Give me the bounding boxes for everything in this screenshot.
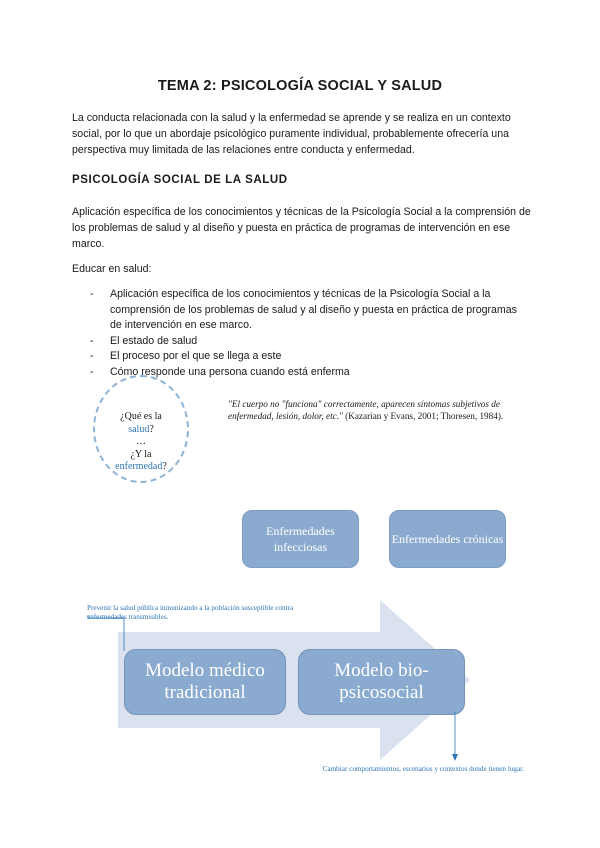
list-item: - Cómo responde una persona cuando está enferma (90, 365, 530, 381)
list-item: - El proceso por el que se llega a este (90, 349, 530, 365)
question-mark: ? (162, 461, 167, 472)
note-biopsychosocial-model: Cambiar comportamientos, escenarios y contextos donde tienen lugar. (322, 765, 524, 773)
educar-label: Educar en salud: (72, 263, 152, 275)
ellipsis: … (136, 436, 146, 447)
illness-word: enfermedad (115, 461, 163, 472)
health-word: salud (128, 423, 150, 435)
list-item: - Aplicación específica de los conocimientos y técnicas de la Psicología Social a la comprensión de los problemas de salud y al diseño y puesta en práctica de programas de intervención en ese marco. (90, 287, 530, 334)
question-illness-prefix: ¿Y la (130, 448, 152, 460)
box-modelo-medico: Modelo médico tradicional (124, 649, 286, 715)
quote-text: "El cuerpo no "funciona" correctamente, aparecen síntomas subjetivos de enfermedad, lesión, dolor, etc." (228, 399, 500, 421)
definition-paragraph: Aplicación específica de los conocimientos y técnicas de la Psicología Social a la comprensión de los problemas de salud y al diseño y puesta en práctica de programas de intervención en ese marco. (72, 206, 531, 250)
illness-quote (228, 398, 528, 422)
quote-citation: (Kazarian y Evans, 2001; Thoresen, 1984). (345, 411, 504, 421)
page-title: TEMA 2: PSICOLOGÍA SOCIAL Y SALUD (157, 78, 443, 94)
question-illness (95, 449, 187, 474)
question-health-prefix: ¿Qué es la (120, 411, 162, 422)
question-health (95, 411, 187, 436)
question-mark: ? (149, 423, 154, 435)
box-modelo-bio: Modelo bio-psicosocial (298, 649, 465, 715)
list-item: - El estado de salud (90, 334, 530, 350)
connector-line-left (87, 615, 125, 651)
question-circle (93, 375, 189, 483)
note-medical-model: Prevenir la salud pública inmunizando a la población susceptible contra enfermedades transmisibles. (87, 604, 294, 621)
connector-arrow-right-icon (450, 712, 460, 762)
educar-list (90, 287, 530, 380)
box-cronicas: Enfermedades crónicas (389, 510, 506, 568)
intro-paragraph: La conducta relacionada con la salud y la enfermedad se aprende y se realiza en un contexto social, por lo que un abordaje psicológico puramente individual, probablemente ofrecería una perspectiva muy limitada de las relaciones entre conducta y enfermedad. (72, 112, 511, 156)
section-heading: PSICOLOGÍA SOCIAL DE LA SALUD (72, 174, 288, 186)
box-infecciosas: Enfermedades infecciosas (242, 510, 359, 568)
